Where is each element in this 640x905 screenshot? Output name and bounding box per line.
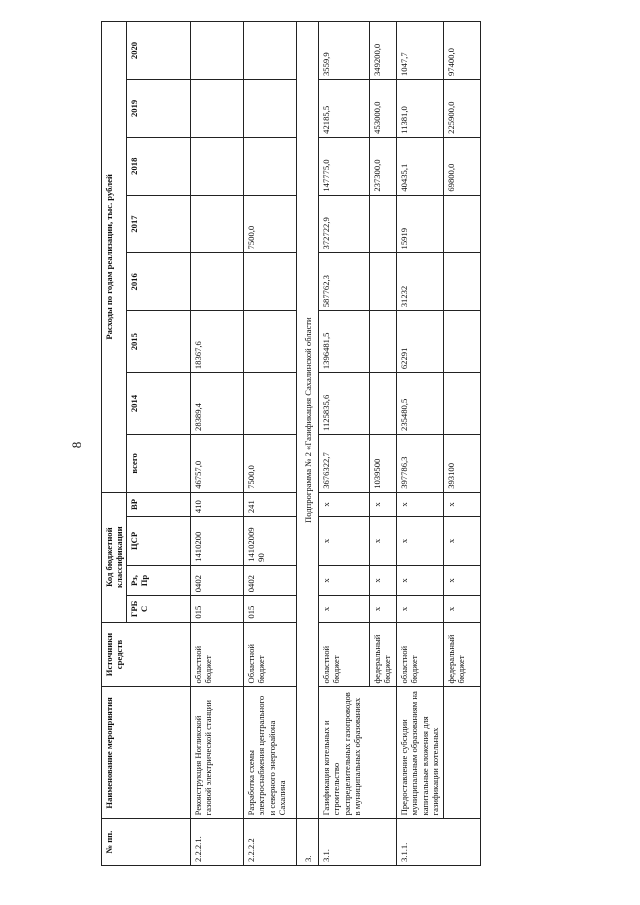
row-value: 69800,0 [444,137,481,195]
row-code: x [370,517,397,566]
row-value: 1039500 [370,434,397,492]
row-num: 2.2.2.2 [244,819,297,866]
row-code: x [444,517,481,566]
row-value: 587762,3 [319,253,370,311]
header-row-1 [102,22,127,866]
row-value [191,22,244,80]
row-code: x [319,517,370,566]
row-code: 015 [191,596,244,622]
row-value: 349200,0 [370,22,397,80]
row-value: 235480,5 [397,373,444,435]
row-code: 241 [244,492,297,516]
header-code-grbs: ГРБ С [127,596,191,622]
row-num: 3.1.1. [397,819,481,866]
row-code: 410 [191,492,244,516]
row-value: 147775,0 [319,137,370,195]
header-source: Источники средств [102,622,191,687]
table-row [397,22,444,866]
row-value: 40435,1 [397,137,444,195]
page-number: 8 [69,441,84,449]
subprogram-num: 3. [297,819,319,866]
rotated-table-container [101,21,586,866]
row-value: 237300,0 [370,137,397,195]
row-code: 015 [244,596,297,622]
row-value [191,253,244,311]
row-value [370,373,397,435]
header-budget-code: Код бюджетной классификации [102,492,127,622]
row-value [244,373,297,435]
row-value: 18367,6 [191,311,244,373]
row-value: 225900,0 [444,80,481,138]
header-code-rzpr: Рз, Пр [127,565,191,595]
header-year-2015: 2015 [127,311,191,373]
header-year-2014: 2014 [127,373,191,435]
row-value: 46757,0 [191,434,244,492]
row-value [370,253,397,311]
row-code: x [444,565,481,595]
row-source: федеральный бюджет [370,622,397,687]
row-value: 393100 [444,434,481,492]
header-year-total: всего [127,434,191,492]
row-source: областной бюджет [191,622,244,687]
table-row [244,22,297,866]
row-name: Предоставление субсидии муниципальным образованиям на капитальные вложения для газификации котельных [397,687,444,819]
row-code: x [370,565,397,595]
expenses-table [101,21,481,866]
row-value [244,137,297,195]
row-value: 3559,9 [319,22,370,80]
header-code-csr: ЦСР [127,517,191,566]
row-num: 2.2.2.1. [191,819,244,866]
row-value: 372722,9 [319,195,370,253]
row-source: областной бюджет [397,622,444,687]
row-value: 31232 [397,253,444,311]
row-source: Областной бюджет [244,622,297,687]
row-value: 42185,5 [319,80,370,138]
row-code: x [319,596,370,622]
row-value: 7500,0 [244,195,297,253]
row-value: 62291 [397,311,444,373]
row-value: 15919 [397,195,444,253]
row-code: 0402 [244,565,297,595]
row-value [244,311,297,373]
row-name: Разработка схемы электроснабжения центрального и северного энергорайона Сахалина [244,687,297,819]
row-code: x [397,492,444,516]
header-year-2016: 2016 [127,253,191,311]
row-value [244,80,297,138]
header-num: № пп. [102,819,191,866]
row-code: 14102009 90 [244,517,297,566]
row-source: федеральный бюджет [444,622,481,687]
row-code: x [397,565,444,595]
row-code: x [444,492,481,516]
row-value: 453000,0 [370,80,397,138]
row-name: Реконструкция Ногликской газовой электрической станции [191,687,244,819]
header-name: Наименование мероприятия [102,687,191,819]
row-value: 7500,0 [244,434,297,492]
row-code: x [370,596,397,622]
row-value: 3676322,7 [319,434,370,492]
table-row [319,22,370,866]
row-name: Газификация котельных и строительство распределительных газопроводов в муниципальных образованиях [319,687,397,819]
row-value [191,195,244,253]
row-value: 397786,3 [397,434,444,492]
row-value [191,137,244,195]
row-value [444,195,481,253]
row-value [244,253,297,311]
row-code: x [370,492,397,516]
header-year-2020: 2020 [127,22,191,80]
row-num: 3.1. [319,819,397,866]
row-value [191,80,244,138]
row-value: 1396481,5 [319,311,370,373]
header-year-2018: 2018 [127,137,191,195]
row-value: 11381,0 [397,80,444,138]
row-value [444,311,481,373]
row-value [444,253,481,311]
row-value: 28389,4 [191,373,244,435]
row-value [244,22,297,80]
row-value [444,373,481,435]
row-code: x [444,596,481,622]
subprogram-title: Подпрограмма № 2 «Газификация Сахалинской области [297,22,319,819]
row-value: 1125835,6 [319,373,370,435]
row-source: областной бюджет [319,622,370,687]
header-year-2017: 2017 [127,195,191,253]
row-code: 0402 [191,565,244,595]
row-value [370,311,397,373]
header-year-2019: 2019 [127,80,191,138]
row-value: 1047,7 [397,22,444,80]
subprogram-row [297,22,319,866]
row-name-empty [444,687,481,819]
header-code-vr: ВР [127,492,191,516]
table-row [191,22,244,866]
row-code: x [397,517,444,566]
table-row [444,22,481,866]
row-code: x [319,565,370,595]
header-expenses: Расходы по годам реализации, тыс. рублей [102,22,127,493]
row-value [370,195,397,253]
row-value: 97400,0 [444,22,481,80]
row-code: 1410200 [191,517,244,566]
row-code: x [319,492,370,516]
row-code: x [397,596,444,622]
